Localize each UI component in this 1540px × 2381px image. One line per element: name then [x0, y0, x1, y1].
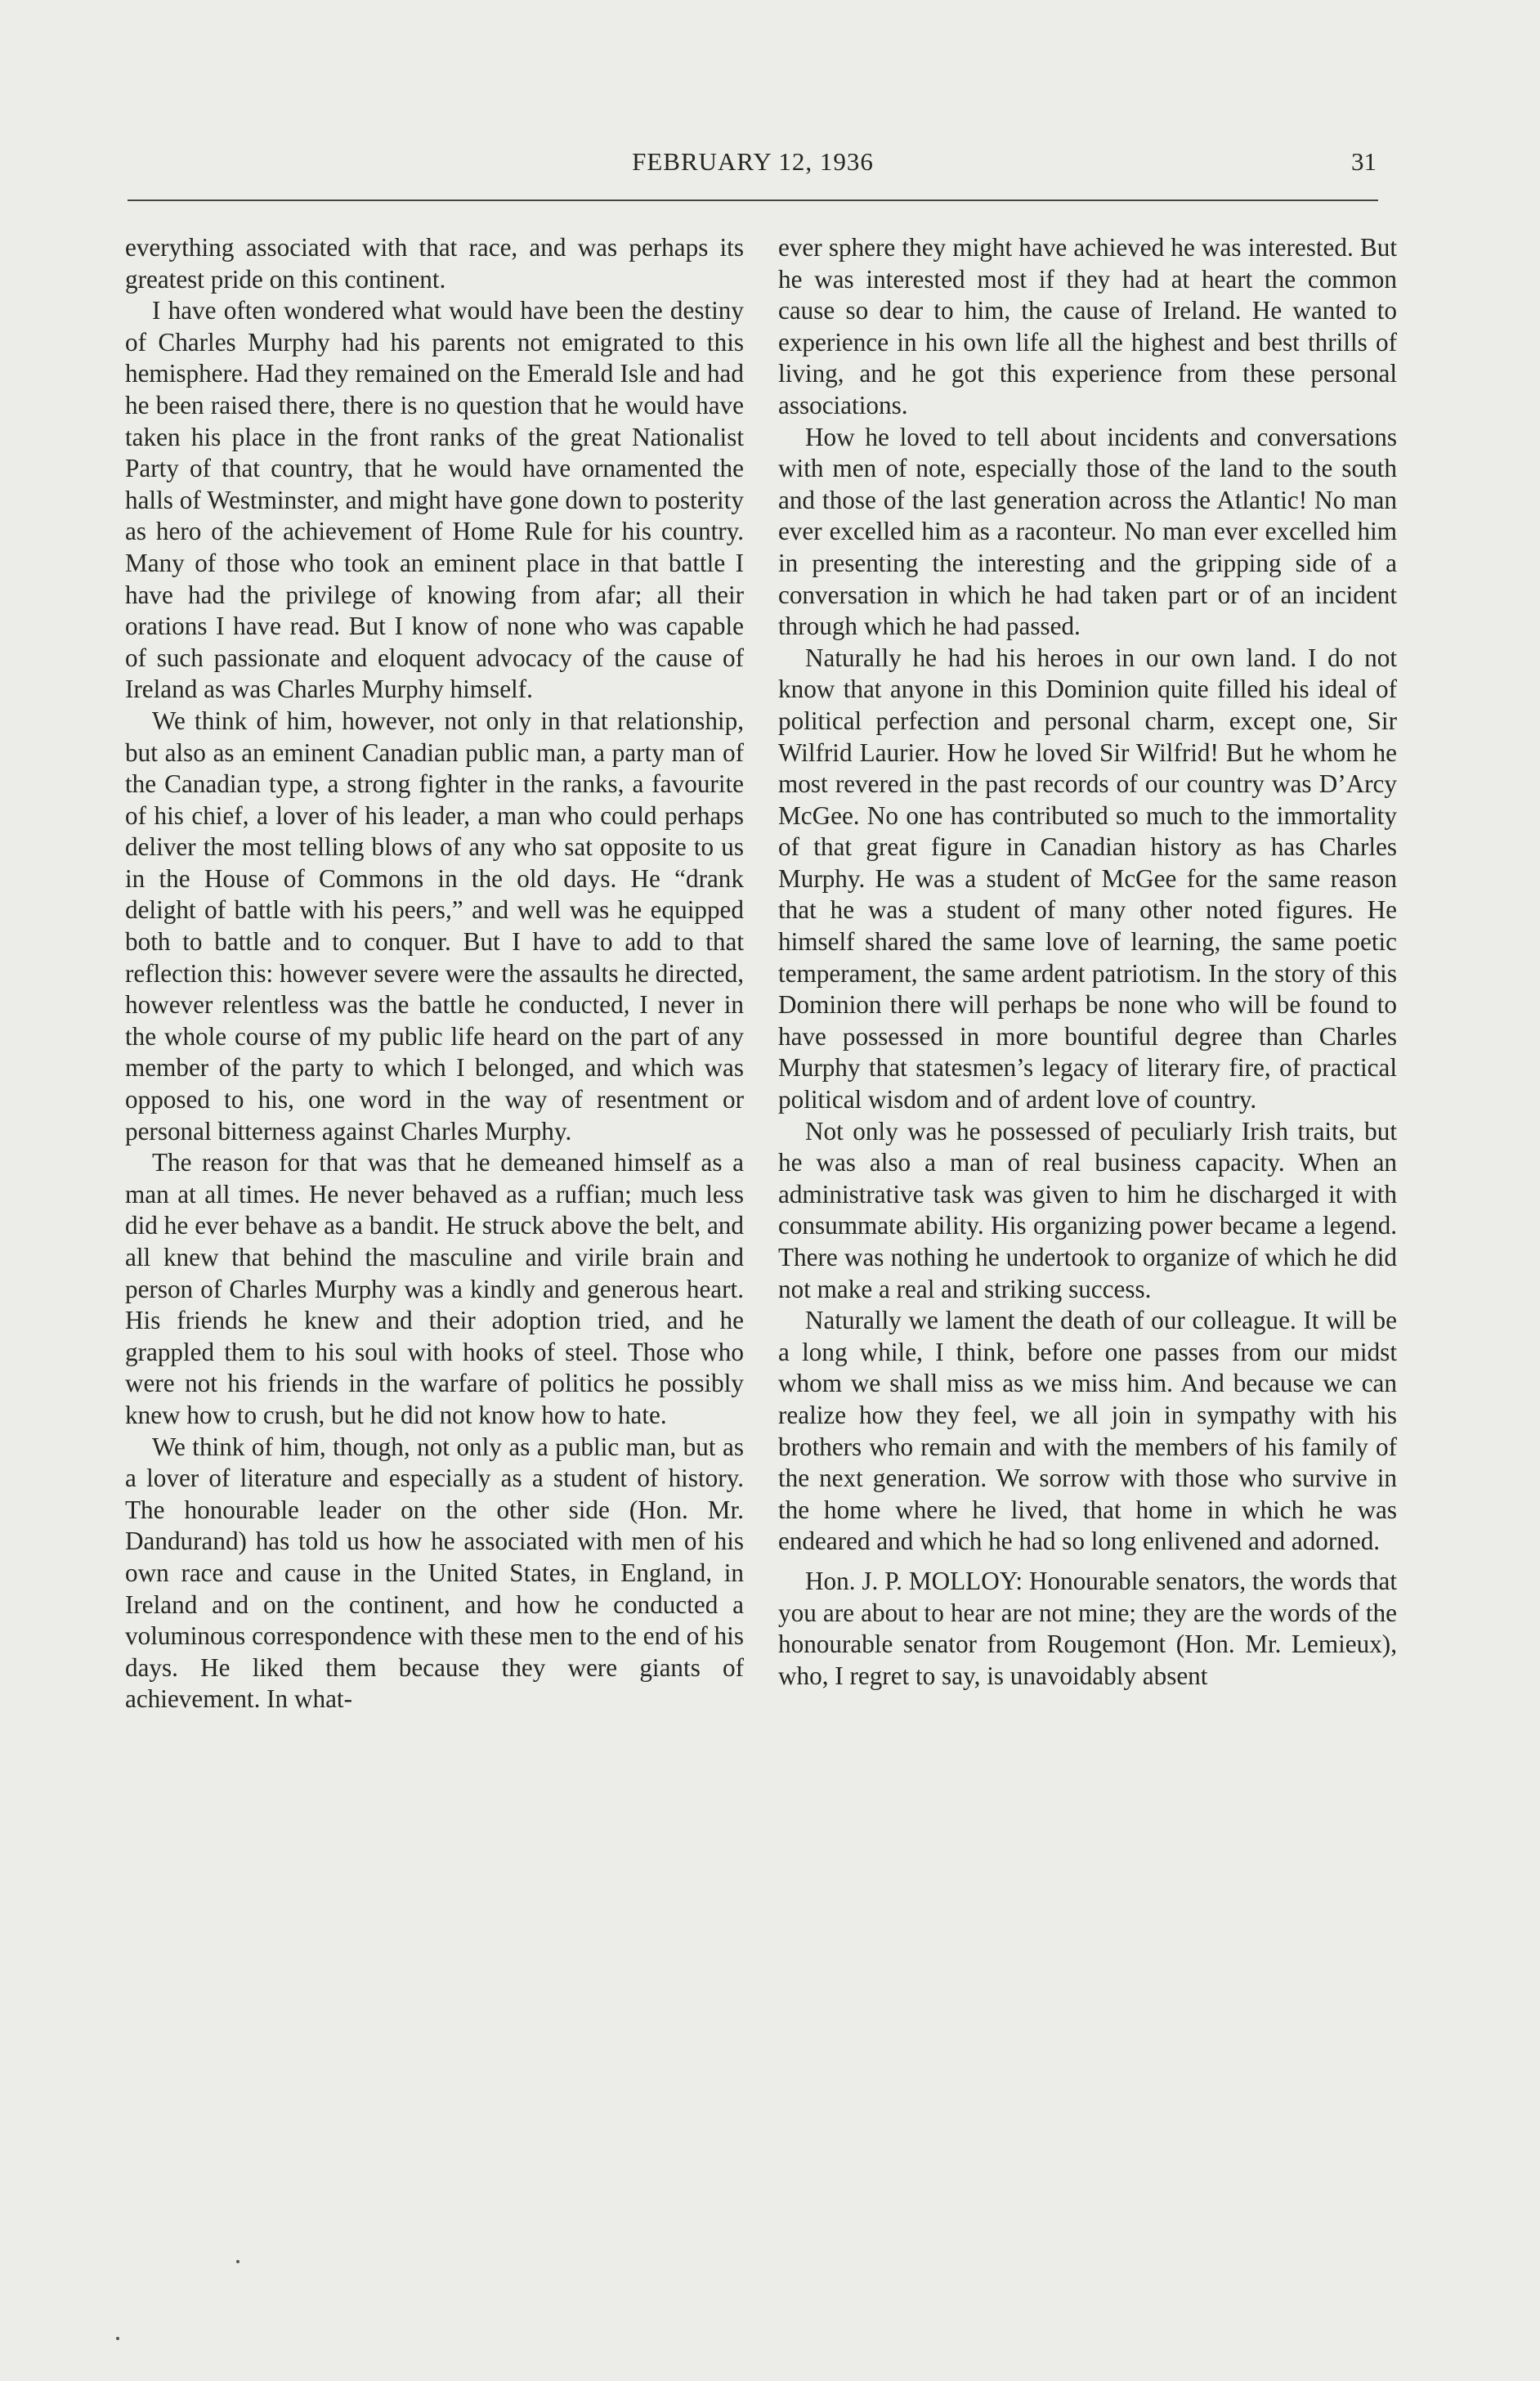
print-speck [116, 2337, 119, 2340]
paragraph: The reason for that was that he demeaned himself as a man at all times. He never behaved as a ruffian; much less did he ever behave as a bandit. He struck above the belt, and all knew that behind the masculine and virile brain and person of Charles Murphy was a kindly and generous heart. His friends he knew and their adoption tried, and he grappled them to his soul with hooks of steel. Those who were not his friends in the warfare of politics he possibly knew how to crush, but he did not know how to hate. [125, 1148, 744, 1429]
paragraph: Naturally he had his heroes in our own land. I do not know that anyone in this Dominion quite filled his ideal of political perfection and personal charm, except one, Sir Wilfrid Laurier. How he loved Sir Wilfrid! But he whom he most revered in the past records of our country was D’Arcy McGee. No one has contributed so much to the immortality of that great figure in Canadian history as has Charles Murphy. He was a student of McGee for the same reason that he was a student of many other noted figures. He himself shared the same love of learning, the same poetic temperament, the same ardent patriotism. In the story of this Dominion there will perhaps be none who will be found to have possessed in more bountiful degree than Charles Murphy that statesmen’s legacy of literary fire, of practical political wisdom and of ardent love of country. [778, 643, 1397, 1114]
paragraph: ever sphere they might have achieved he was interested. But he was interested most if they had at heart the common cause so dear to him, the cause of Ireland. He wanted to experience in his own life all the highest and best thrills of living, and he got this experience from these personal associations. [778, 233, 1397, 419]
paragraph: How he loved to tell about incidents and conversations with men of note, especially those of the land to the south and those of the last generation across the Atlantic! No man ever excelled him as a raconteur. No man ever excelled him in presenting the interesting and the gripping side of a conversation in which he had taken part or of an incident through which he had passed. [778, 422, 1397, 641]
paragraph: We think of him, though, not only as a public man, but as a lover of literature and especially as a student of history. The honourable leader on the other side (Hon. Mr. Dandurand) has told us how he associated with men of his own race and cause in the United States, in England, in Ireland and on the continent, and how he conducted a voluminous correspondence with these men to the end of his days. He liked them because they were giants of achievement. In what- [125, 1432, 744, 1714]
paragraph: Naturally we lament the death of our colleague. It will be a long while, I think, before one passes from our midst whom we shall miss as we miss him. And because we can realize how they feel, we all join in sympathy with his brothers who remain and with the members of his family of the next generation. We sorrow with those who survive in the home where he lived, that home in which he was endeared and which he had so long enlivened and adorned. [778, 1306, 1397, 1556]
paragraph: We think of him, however, not only in that relationship, but also as an eminent Canadian public man, a party man of the Canadian type, a strong fighter in the ranks, a favourite of his chief, a lover of his leader, a man who could perhaps deliver the most telling blows of any who sat opposite to us in the House of Commons in the old days. He “drank delight of battle with his peers,” and well was he equipped both to battle and to conquer. But I have to add to that reflection this: however severe were the assaults he directed, however relentless was the battle he conducted, I never in the whole course of my public life heard on the part of any member of the party to which I belonged, and which was opposed to his, one word in the way of resentment or personal bitterness against Charles Murphy. [125, 706, 744, 1146]
header-rule [128, 200, 1378, 201]
paragraph: Not only was he possessed of peculiarly Irish traits, but he was also a man of real business capacity. When an administrative task was given to him he discharged it with consummate ability. His organizing power became a legend. There was nothing he undertook to organize of which he did not make a real and striking success. [778, 1116, 1397, 1303]
speaker-paragraph: Hon. J. P. MOLLOY: Honourable senators, the words that you are about to hear are not mine; they are the words of the honourable senator from Rougemont (Hon. Mr. Lemieux), who, I regret to say, is unavoidably absent [778, 1566, 1397, 1690]
paragraph: everything associated with that race, and was perhaps its greatest pride on this continent. [125, 233, 744, 294]
left-column [125, 232, 744, 1715]
page-number: 31 [1351, 147, 1377, 176]
paragraph: I have often wondered what would have been the destiny of Charles Murphy had his parents not emigrated to this hemisphere. Had they remained on the Emerald Isle and had he been raised there, there is no question that he would have taken his place in the front ranks of the great Nationalist Party of that country, that he would have ornamented the halls of Westminster, and might have gone down to posterity as hero of the achievement of Home Rule for his country. Many of those who took an eminent place in that battle I have had the privilege of knowing from afar; all their orations I have read. But I know of none who was capable of such passionate and eloquent advocacy of the cause of Ireland as was Charles Murphy himself. [125, 296, 744, 704]
running-header [128, 147, 1378, 188]
header-date: FEBRUARY 12, 1936 [632, 147, 874, 176]
print-speck [236, 2260, 240, 2263]
right-column [778, 232, 1397, 1692]
